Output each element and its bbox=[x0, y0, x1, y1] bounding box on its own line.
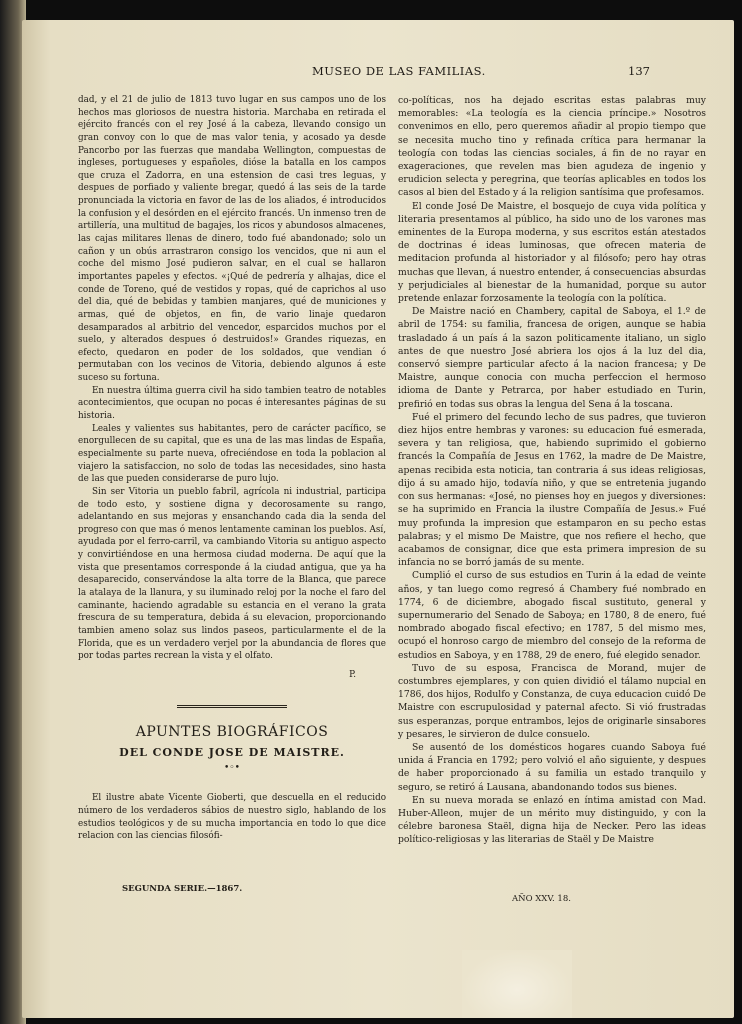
paragraph: En su nueva morada se enlazó en íntima amistad con Mad. Huber-Alleon, mujer de un mérito muy distinguido, y con la célebre baronesa Staël, digna hija de Necker. Pero las ideas político-religiosas y las literarias de Staël y De Maistre bbox=[398, 794, 706, 846]
paragraph: De Maistre nació en Chambery, capital de Saboya, el 1.º de abril de 1754: su familia, francesa de origen, aunque se habia trasladado á un país á la sazon politicamente italiano, un siglo antes de que nuestro José abriera los ojos á la luz del dia, conservó siempre particular afecto á la nacion francesa; y De Maistre, aunque conocia con mucha perfeccion el hermoso idioma de Dante y Petrarca, por haber estudiado en Turin, prefirió en todas sus obras la lengua del Sena á la toscana. bbox=[398, 306, 706, 410]
right-column bbox=[398, 94, 706, 847]
paragraph: Sin ser Vitoria un pueblo fabril, agrícola ni industrial, participa de todo esto, y sostiene digna y decorosamente su rango, adelantando en sus mejoras y ensanchando cada dia la senda del progreso con que mas ó menos lentamente caminan los pueblos. Así, ayudada por el ferro-carril, va cambiando Vitoria su antiguo aspecto y convirtiéndose en una hermosa ciudad moderna. De aquí que la vista que presentamos corresponde á la ciudad antigua, que ya ha desaparecido, conservándose la alta torre de la Blanca, que parece la atalaya de la llanura, y su iluminado reloj por la noche el faro del caminante, haciendo agradable su estancia en el verano la grata frescura de su temperatura, debida á su elevacion, proporcionando tambien ameno solaz sus lindos paseos, particularmente el de la Florida, que es un verdadero verjel por la abundancia de flores que por todas partes recrean la vista y el olfato. bbox=[78, 486, 386, 662]
section-subtitle: DEL CONDE JOSE DE MAISTRE. bbox=[119, 746, 345, 760]
paper-slip bbox=[462, 950, 572, 1018]
paragraph: Cumplió el curso de sus estudios en Turin á la edad de veinte años, y tan luego como regresó á Chambery fué nombrado en 1774, 6 de diciembre, abogado fiscal sustituto, general y supernumerario del Senado de Saboya; en 1780, 8 de enero, fué nombrado abogado fiscal efectivo; en 1787, 5 del mismo mes, ocupó el honroso cargo de miembro del consejo de la reforma de estudios en Saboya, y en 1788, 29 de enero, fué elegido senador. bbox=[398, 570, 706, 661]
paragraph: Tuvo de su esposa, Francisca de Morand, mujer de costumbres ejemplares, y con quien dividió el tálamo nupcial en 1786, dos hijos, Rodulfo y Constanza, de cuya educacion cuidó De Maistre con escrupulosidad y paternal afecto. Si vió frustradas sus esperanzas, porque entrambos, lejos de originarle sinsabores y pesares, le sirvieron de dulce consuelo. bbox=[398, 662, 706, 740]
paragraph: En nuestra última guerra civil ha sido tambien teatro de notables acontecimientos, que ocupan no pocas é interesantes páginas de su historia. bbox=[78, 385, 386, 422]
left-column bbox=[78, 94, 386, 843]
footer-year: AÑO XXV. 18. bbox=[512, 894, 571, 904]
running-header-title: MUSEO DE LAS FAMILIAS. bbox=[312, 64, 486, 78]
paragraph: dad, y el 21 de julio de 1813 tuvo lugar en sus campos uno de los hechos mas gloriosos de nuestra historia. Marchaba en retirada el ejército francés con el rey José á la cabeza, llevando consigo un gran convoy con lo que de mas valor tenia, y acosado ya desde Pancorbo por las fuerzas que mandaba Wellington, compuestas de ingleses, portugueses y españoles, dióse la batalla en los campos que cruza el Zadorra, en una estension de casi tres leguas, y despues de porfiado y valiente bregar, quedó á las seis de la tarde pronunciada la victoria en favor de las de los aliados, é introducidos la confusion y el desórden en el ejército francés. Un inmenso tren de artillería, una multitud de bagajes, los ricos y abundosos almacenes, las cajas militares llenas de dinero, todo fué abandonado; solo un cañon y un obús arrastraron consigo los vencidos, que ni aun el coche del mismo José pudieron salvar, en el cual se hallaron importantes papeles y efectos. «¡Qué de pedrería y alhajas, dice el conde de Toreno, qué de vestidos y ropas, qué de caprichos al uso del dia, qué de bebidas y tambien manjares, qué de municiones y armas, qué de objetos, en fin, de vario linaje quedaron desamparados al arbitrio del vencedor, esparcidos muchos por el suelo, y alterados despues ó destruidos!» Grandes riquezas, en efecto, quedaron en poder de los soldados, que vendian ó permutaban con los vecinos de Vitoria, debiendo algunos á este suceso su fortuna. bbox=[78, 95, 386, 384]
footer-series: SEGUNDA SERIE.—1867. bbox=[122, 884, 243, 894]
author-signature: P. bbox=[349, 669, 356, 680]
paragraph: co-políticas, nos ha dejado escritas estas palabras muy memorables: «La teología es la ciencia príncipe.» Nosotros convenimos en ello, pero queremos añadir al propio tiempo que se necesita mucho tino y refinada crítica para hermanar la teología con todas las ciencias sociales, á fin de no rayar en exageraciones, que revelen mas bien agudeza de ingenio y erudicion selecta y peregrina, que teorías aplicables en todos los casos al bien del Estado y á la religion santísima que profesamos. bbox=[398, 95, 706, 199]
paragraph: Leales y valientes sus habitantes, pero de carácter pacífico, se enorgullecen de su capital, que es una de las mas lindas de España, especialmente su parte nueva, ofreciéndose en toda la poblacion al viajero la satisfaccion, no solo de todas las necesidades, sino hasta de las que pueden considerarse de puro lujo. bbox=[78, 423, 386, 485]
paragraph: Se ausentó de los domésticos hogares cuando Saboya fué unida á Francia en 1792; pero volvió el año siguiente, y despues de haber proporcionado á su familia un estado tranquilo y seguro, se retiró á Lausana, abandonando todos sus bienes. bbox=[398, 741, 706, 793]
section-divider bbox=[177, 705, 287, 708]
ornament: •◦• bbox=[224, 762, 240, 773]
section-title: APUNTES BIOGRÁFICOS bbox=[135, 724, 329, 741]
paragraph: El ilustre abate Vicente Gioberti, que descuella en el reducido número de los verdaderos sábios de nuestro siglo, hablando de los estudios teológicos y de su mucha importancia en todo lo que dice relacion con las ciencias filosófi- bbox=[78, 793, 386, 842]
page bbox=[22, 20, 734, 1018]
paragraph: Fué el primero del fecundo lecho de sus padres, que tuvieron diez hijos entre hembras y varones: su educacion fué esmerada, severa y tan religiosa, que, habiendo suprimido el gobierno francés la Compañía de Jesus en 1762, la madre de De Maistre, apenas recibida esta noticia, tan contraria á sus ideas religiosas, dijo á su amado hijo, todavía niño, y que se entretenia jugando con sus hermanas: «José, no pienses hoy en juegos y diversiones: se ha suprimido en Francia la ilustre Compañía de Jesus.» Fué muy profunda la impresion que estamparon en su pecho estas palabras; y el mismo De Maistre, que nos refiere el hecho, que acabamos de consignar, dice que esta primera impresion de su infancia no se borró jamás de su mente. bbox=[398, 411, 706, 569]
page-number: 137 bbox=[628, 64, 650, 78]
paragraph: El conde José De Maistre, el bosquejo de cuya vida política y literaria presentamos al público, ha sido uno de los varones mas eminentes de la Europa moderna, y sus escritos están atestados de doctrinas é ideas luminosas, que ofrecen materia de meditacion profunda al historiador y al filósofo; pero hay otras muchas que llevan, á nuestro entender, á consecuencias absurdas y perjudiciales al bienestar de la humanidad, porque su autor pretende enlazar forzosamente la teología con la política. bbox=[398, 200, 706, 305]
